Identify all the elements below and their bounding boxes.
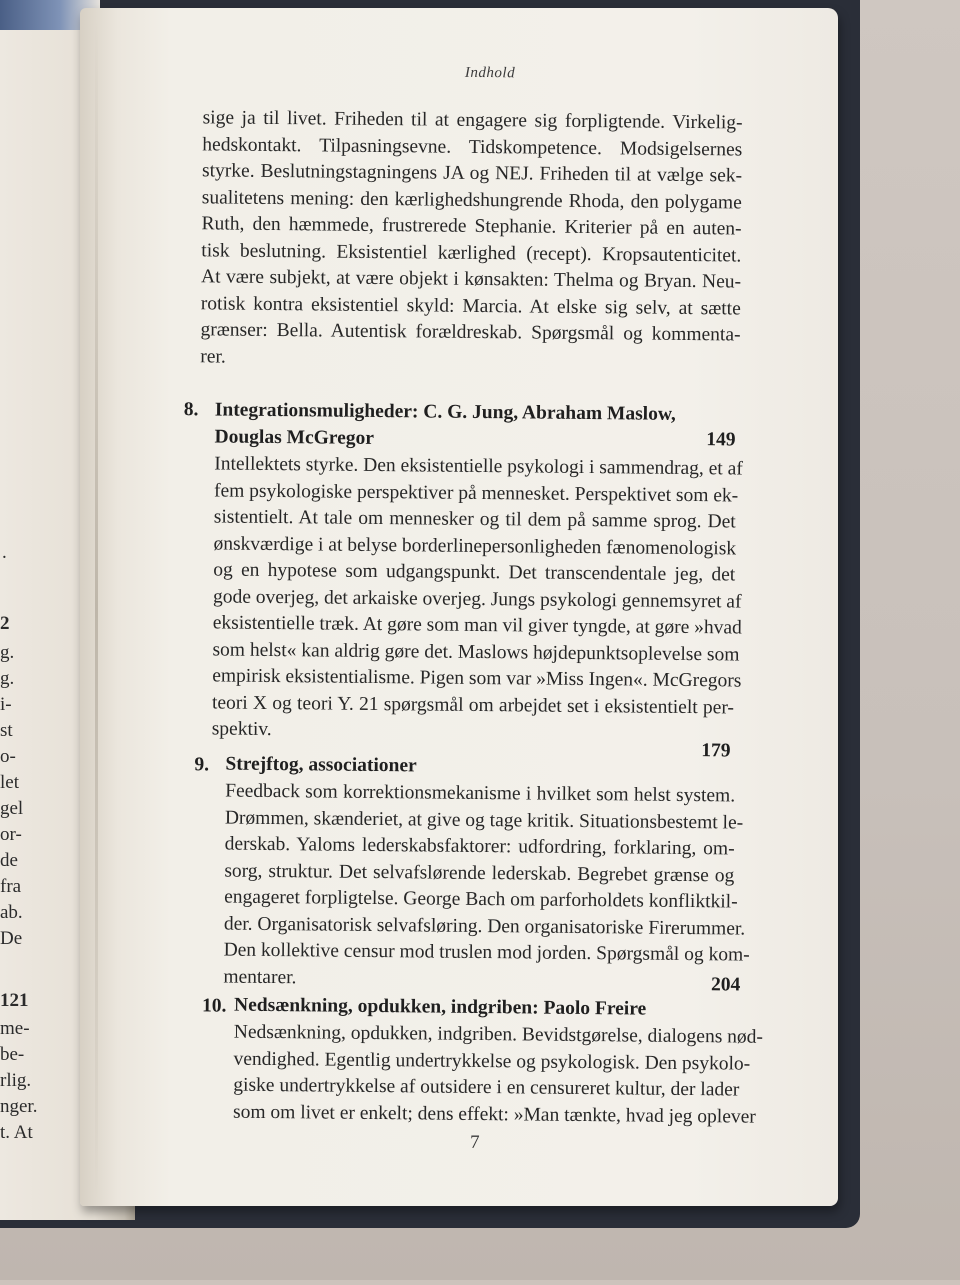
entry-title-line: Integrationsmuligheder: C. G. Jung, Abraham Maslow, [214, 399, 676, 425]
text-line: engageret forpligtelse. George Bach om parforholdets konfliktkil- [224, 886, 738, 913]
left-page-fragment: let [0, 772, 19, 793]
text-line: giske undertrykkelse af outsidere i en censureret kultur, der lader [233, 1074, 740, 1101]
left-page-fragment: o- [0, 746, 16, 767]
text-line: eksistentielle træk. At gøre som man vil giver tyngde, at gøre »hvad [212, 612, 742, 639]
entry-description [232, 1020, 764, 1131]
entry-number: 10. [201, 995, 227, 1017]
page-number: 7 [469, 1131, 480, 1154]
text-line: spektiv. [211, 718, 272, 741]
text-line: grænser: Bella. Autentisk forældreskab. Spørgsmål og kommenta- [200, 319, 741, 346]
text-line: At være subjekt, at være objekt i kønsakten: Thelma og Bryan. Neu- [200, 266, 742, 293]
left-page-fragment: rlig. [0, 1070, 32, 1091]
left-page-fragment: g. [0, 642, 15, 663]
text-line: Ruth, den hæmmede, frustrerede Stephanie. Kriterier på en auten- [201, 213, 742, 240]
text-line: der. Organisatorisk selvafsløring. Den organisatoriske Firerummer. [223, 913, 746, 940]
text-line: teori X og teori Y. 21 spørgsmål om arbejdet set i eksistentielt per- [211, 691, 735, 718]
entry-number: 9. [194, 754, 210, 776]
left-page-fragment: 121 [0, 990, 29, 1011]
text-line: fem psykologiske perspektiver på mennesket. Perspektivet som ek- [213, 479, 739, 506]
text-line: vendighed. Egentlig undertrykkelse og psykologisk. Den psykolo- [233, 1048, 751, 1075]
left-page-fragment: 2 [0, 613, 10, 634]
text-line: Nedsænkning, opdukken, indgriben. Bevidstgørelse, dialogens nød- [233, 1021, 764, 1048]
text-line: sorg, struktur. Det selvafslørende lederskab. Begrebet grænse og [224, 860, 735, 886]
entry-page-number: 149 [706, 429, 736, 451]
text-line: Intellektets styrke. Den eksistentielle psykologi i sammendrag, et af [214, 453, 743, 480]
entry-description [223, 779, 750, 996]
left-page-fragment: gel [0, 798, 24, 819]
left-page-fragment: ab. [0, 902, 23, 923]
entry-page-number: 204 [710, 974, 741, 996]
left-page-fragment: be- [0, 1044, 25, 1065]
left-page-fragment: fra [0, 876, 22, 897]
left-page-fragment: . [2, 542, 7, 563]
text-line: sistentielt. At tale om mennesker og til dem på samme sprog. Det [213, 506, 736, 533]
left-page-fragment: i- [0, 694, 12, 715]
text-line: sualitetens mening: den kærlighedshungrende Rhoda, den polygame [201, 186, 742, 213]
entry-title [234, 993, 646, 1023]
text-line: sige ja til livet. Friheden til at engagere sig forpligtende. Virkelig- [202, 107, 743, 134]
text-line: som om livet er enkelt; dens effekt: »Man tænkte, hvad jeg oplever [232, 1101, 756, 1128]
left-page-fragment: nger. [0, 1096, 38, 1117]
entry-number: 8. [183, 399, 199, 421]
text-line: og en hypotese som udgangspunkt. Det transcendentale jeg, det [213, 559, 736, 586]
entry-page-number: 179 [701, 740, 731, 762]
text-line: rotisk kontra eksistentiel skyld: Marcia. At elske sig selv, at sætte [200, 292, 741, 319]
left-page-fragment: or- [0, 824, 22, 845]
text-line: empirisk eksistentialisme. Pigen som var »Miss Ingen«. McGregors [212, 665, 742, 692]
entry-title-line: Strejftog, associationer [225, 753, 417, 777]
entry-title [214, 397, 675, 454]
entry-title [225, 752, 417, 780]
entry-title-line: Nedsænkning, opdukken, indgriben: Paolo Freire [233, 994, 647, 1020]
text-line: Den kollektive censur mod truslen mod jorden. Spørgsmål og kom- [223, 939, 750, 966]
text-line: rer. [200, 345, 226, 368]
text-line: Feedback som korrektionsmekanisme i hvilket som helst system. [225, 780, 736, 807]
left-page-fragment: de [0, 850, 18, 871]
text-line: hedskontakt. Tilpasningsevne. Tidskompetence. Modsigelsernes [202, 133, 743, 160]
running-head: Indhold [464, 64, 516, 82]
left-page-fragment: t. At [0, 1122, 33, 1143]
text-line: tisk beslutning. Eksistentiel kærlighed (recept). Kropsautenticitet. [201, 239, 742, 266]
text-line: mentarer. [223, 966, 297, 988]
entry-description [211, 451, 743, 747]
left-page-fragment: g. [0, 668, 15, 689]
text-line: styrke. Beslutningstagningens JA og NEJ. Friheden til at vælge sek- [202, 160, 743, 187]
entry-title-line: Douglas McGregor [214, 425, 375, 449]
text-line: som helst« kan aldrig gøre det. Maslows højdepunktsoplevelse som [212, 638, 740, 665]
text-line: derskab. Yaloms lederskabsfaktorer: udfordring, forklaring, om- [224, 833, 735, 860]
text-line: ønskværdige i at belyse borderlinepersonligheden fænomenologisk [213, 532, 737, 559]
left-page-fragment: me- [0, 1018, 30, 1039]
text-line: Drømmen, skænderiet, at give og tage kritik. Situationsbestemt le- [224, 807, 744, 834]
text-line: gode overjeg, det arkaiske overjeg. Jungs psykologi gennemsyret af [212, 585, 742, 613]
continued-paragraph [200, 105, 743, 375]
left-page-fragment: st [0, 720, 13, 741]
left-page-fragment: De [0, 928, 23, 949]
